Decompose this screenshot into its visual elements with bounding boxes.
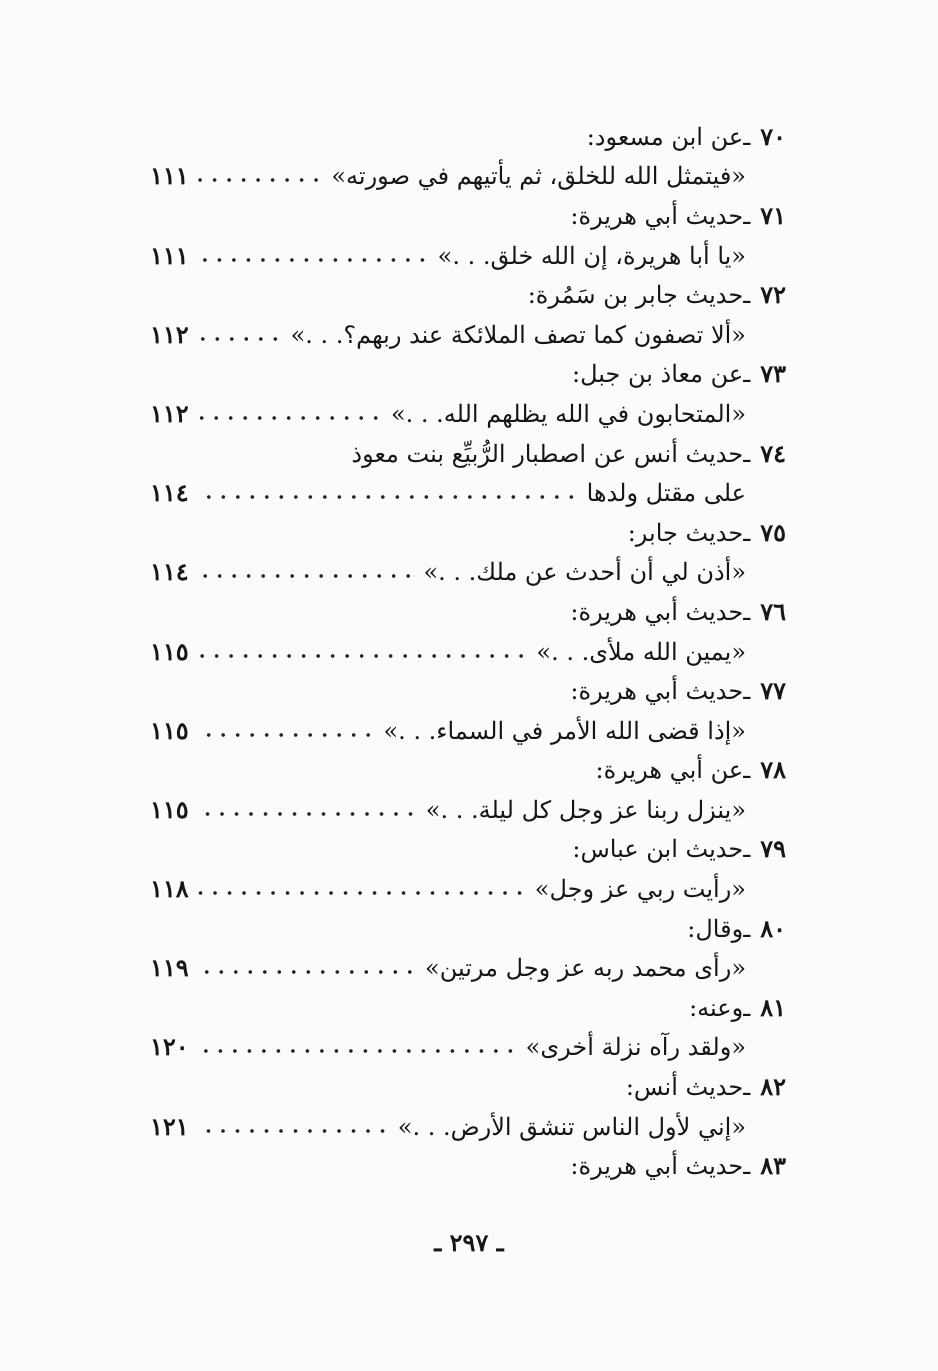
entry-separator: ـ bbox=[743, 993, 751, 1022]
dot-leader bbox=[198, 651, 528, 661]
entry-number: ٨٠ bbox=[760, 913, 786, 943]
entry-title: عن معاذ بن جبل: bbox=[571, 360, 744, 389]
dot-leader bbox=[198, 1126, 390, 1136]
dot-leader bbox=[198, 334, 283, 344]
entry-separator: ـ bbox=[743, 439, 751, 468]
toc-entry-line bbox=[150, 473, 786, 513]
entry-number: ٨١ bbox=[760, 992, 786, 1022]
page-ref: ١١٨ bbox=[150, 874, 189, 904]
toc-entry-line bbox=[150, 157, 786, 197]
entry-separator: ـ bbox=[743, 201, 751, 230]
page-ref: ١١٥ bbox=[150, 636, 189, 666]
entry-text: «فيتمثل الله للخلق، ثم يأتيهم في صورته» bbox=[331, 162, 746, 191]
entry-heading bbox=[150, 513, 786, 553]
entry-text: «ولقد رآه نزلة أخرى» bbox=[525, 1033, 746, 1062]
page-ref: ١١٥ bbox=[150, 715, 189, 745]
entry-number: ٧٢ bbox=[760, 280, 786, 310]
toc-entry-line bbox=[150, 236, 786, 276]
toc-entry-line bbox=[150, 869, 786, 909]
entry-text: «يا أبا هريرة، إن الله خلق. . .» bbox=[437, 241, 746, 270]
entry-number: ٧٤ bbox=[760, 438, 786, 468]
entry-text: «المتحابون في الله يظلهم الله. . .» bbox=[390, 399, 746, 428]
entry-title: حديث جابر: bbox=[627, 518, 744, 547]
toc-entry-line bbox=[150, 315, 786, 355]
entry-title: عن ابن مسعود: bbox=[586, 122, 744, 151]
page-ref: ١١١ bbox=[150, 161, 189, 191]
entry-title: حديث أبي هريرة: bbox=[570, 1152, 744, 1181]
page-ref: ١١٥ bbox=[150, 794, 189, 824]
entry-number: ٧٥ bbox=[760, 517, 786, 547]
entry-title: وعنه: bbox=[689, 993, 744, 1022]
entry-heading bbox=[150, 988, 786, 1028]
page-number: ـ ٢٩٧ ـ bbox=[434, 1228, 504, 1257]
entry-number: ٧٩ bbox=[760, 834, 786, 864]
entry-heading bbox=[150, 1067, 786, 1107]
dot-leader bbox=[198, 809, 418, 819]
entry-number: ٧٦ bbox=[760, 596, 786, 626]
table-of-contents bbox=[150, 117, 786, 1186]
entry-heading bbox=[150, 592, 786, 632]
page-ref: ١١١ bbox=[150, 240, 189, 270]
entry-title: حديث أبي هريرة: bbox=[570, 201, 744, 230]
entry-separator: ـ bbox=[743, 281, 751, 310]
toc-entry-line bbox=[150, 394, 786, 434]
entry-title: حديث أنس عن اصطبار الرُّبيِّع بنت معوذ bbox=[351, 439, 744, 468]
dot-leader bbox=[198, 413, 383, 423]
entry-text: «إني لأول الناس تنشق الأرض. . .» bbox=[397, 1112, 746, 1141]
entry-heading bbox=[150, 671, 786, 711]
dot-leader bbox=[198, 730, 375, 740]
entry-separator: ـ bbox=[743, 756, 751, 785]
entry-heading bbox=[150, 355, 786, 395]
page-ref: ١٢١ bbox=[150, 1111, 189, 1141]
toc-entry-line bbox=[150, 711, 786, 751]
page-ref: ١١٢ bbox=[150, 398, 189, 428]
entry-text: «أذن لي أن أحدث عن ملك. . .» bbox=[423, 558, 746, 587]
entry-heading bbox=[150, 1146, 786, 1186]
entry-separator: ـ bbox=[743, 597, 751, 626]
entry-number: ٧٣ bbox=[760, 359, 786, 389]
dot-leader bbox=[198, 967, 417, 977]
dot-leader bbox=[198, 255, 430, 265]
entry-heading bbox=[150, 751, 786, 791]
entry-number: ٧٧ bbox=[760, 676, 786, 706]
entry-title: حديث ابن عباس: bbox=[572, 835, 744, 864]
dot-leader bbox=[198, 888, 527, 898]
entry-text: «رأى محمد ربه عز وجل مرتين» bbox=[425, 954, 746, 983]
entry-number: ٨٣ bbox=[760, 1151, 786, 1181]
page-ref: ١١٤ bbox=[150, 557, 189, 587]
entry-separator: ـ bbox=[743, 518, 751, 547]
entry-title: حديث أبي هريرة: bbox=[570, 677, 744, 706]
entry-heading bbox=[150, 275, 786, 315]
entry-heading bbox=[150, 830, 786, 870]
toc-entry-line bbox=[150, 790, 786, 830]
entry-text: «ألا تصفون كما تصف الملائكة عند ربهم؟. . .» bbox=[290, 320, 746, 349]
toc-entry-line bbox=[150, 632, 786, 672]
entry-text: «رأيت ربي عز وجل» bbox=[534, 875, 746, 904]
entry-separator: ـ bbox=[743, 122, 751, 151]
toc-entry-line bbox=[150, 553, 786, 593]
entry-title: حديث أبي هريرة: bbox=[570, 597, 744, 626]
entry-heading bbox=[150, 434, 786, 474]
entry-title: حديث أنس: bbox=[625, 1073, 744, 1102]
dot-leader bbox=[198, 492, 579, 502]
entry-title: وقال: bbox=[687, 914, 744, 943]
entry-number: ٧٨ bbox=[760, 755, 786, 785]
page-ref: ١١٢ bbox=[150, 319, 189, 349]
toc-entry-line bbox=[150, 948, 786, 988]
entry-separator: ـ bbox=[743, 1152, 751, 1181]
entry-separator: ـ bbox=[743, 914, 751, 943]
entry-number: ٧٠ bbox=[760, 121, 786, 151]
entry-separator: ـ bbox=[743, 835, 751, 864]
toc-entry-line bbox=[150, 1107, 786, 1147]
entry-number: ٧١ bbox=[760, 200, 786, 230]
entry-separator: ـ bbox=[743, 1073, 751, 1102]
dot-leader bbox=[198, 571, 415, 581]
entry-title: عن أبي هريرة: bbox=[595, 756, 744, 785]
entry-number: ٨٢ bbox=[760, 1072, 786, 1102]
entry-separator: ـ bbox=[743, 360, 751, 389]
page-ref: ١٢٠ bbox=[150, 1032, 189, 1062]
page-ref: ١١٤ bbox=[150, 478, 189, 508]
dot-leader bbox=[198, 1046, 518, 1056]
page-ref: ١١٩ bbox=[150, 953, 189, 983]
entry-heading bbox=[150, 196, 786, 236]
entry-text: «يمين الله ملأى. . .» bbox=[536, 637, 746, 666]
dot-leader bbox=[198, 175, 323, 185]
entry-text: «ينزل ربنا عز وجل كل ليلة. . .» bbox=[425, 795, 746, 824]
toc-entry-line bbox=[150, 1028, 786, 1068]
entry-separator: ـ bbox=[743, 677, 751, 706]
entry-heading bbox=[150, 117, 786, 157]
entry-text: «إذا قضى الله الأمر في السماء. . .» bbox=[383, 716, 746, 745]
entry-title: حديث جابر بن سَمُرة: bbox=[527, 281, 744, 310]
entry-text: على مقتل ولدها bbox=[586, 479, 746, 508]
entry-heading bbox=[150, 909, 786, 949]
